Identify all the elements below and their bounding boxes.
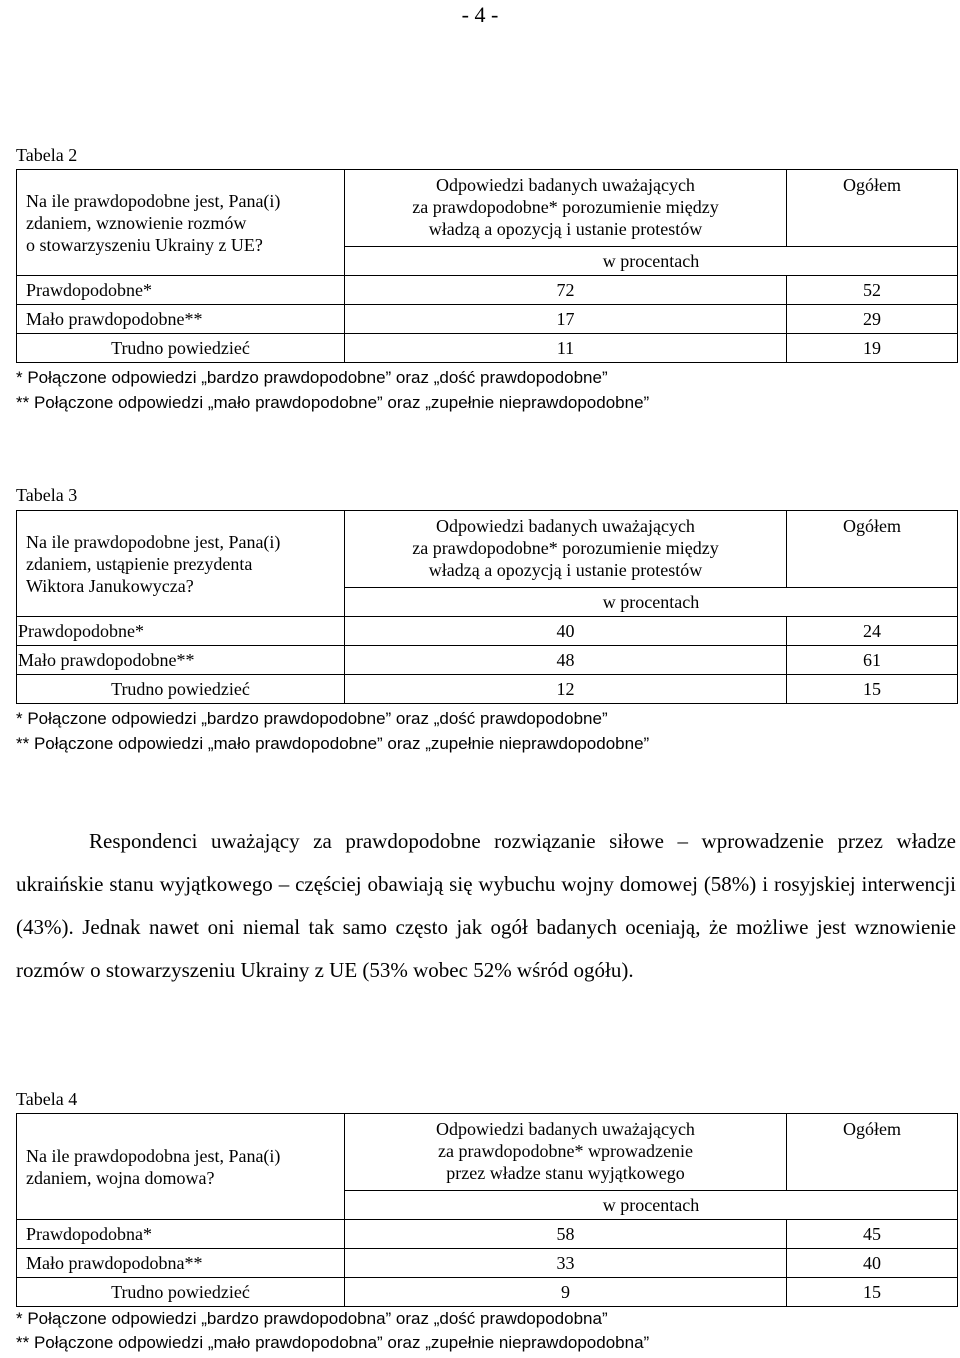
question-line: Wiktora Janukowycza?	[26, 575, 194, 596]
question-line: Na ile prawdopodobna jest, Pana(i)	[26, 1145, 281, 1166]
total-value: 15	[787, 675, 958, 704]
table-2-section	[16, 169, 957, 415]
table-row	[17, 276, 958, 305]
group-value: 11	[345, 334, 787, 363]
group-value: 9	[345, 1278, 787, 1307]
footnote: * Połączone odpowiedzi „bardzo prawdopodobne” oraz „dość prawdopodobne”	[16, 709, 608, 728]
table-4	[16, 1113, 958, 1307]
group-header-cell	[345, 511, 787, 588]
question-line: zdaniem, ustąpienie prezydenta	[26, 553, 253, 574]
group-value: 72	[345, 276, 787, 305]
question-line: o stowarzyszeniu Ukrainy z UE?	[26, 234, 263, 255]
table-row	[17, 1220, 958, 1249]
table-row	[17, 1278, 958, 1307]
group-header-line: przez władze stanu wyjątkowego	[446, 1163, 685, 1183]
unit-cell: w procentach	[345, 247, 958, 276]
question-line: zdaniem, wznowienie rozmów	[26, 212, 247, 233]
group-value: 40	[345, 617, 787, 646]
question-cell	[17, 170, 345, 276]
group-value: 17	[345, 305, 787, 334]
row-label: Trudno powiedzieć	[17, 1278, 345, 1307]
row-label: Trudno powiedzieć	[17, 675, 345, 704]
footnote: ** Połączone odpowiedzi „mało prawdopodobne” oraz „zupełnie nieprawdopodobne”	[16, 393, 650, 412]
group-header-line: Odpowiedzi badanych uważających	[436, 516, 695, 536]
row-label: Mało prawdopodobne**	[17, 305, 345, 334]
table-row	[17, 617, 958, 646]
row-label: Mało prawdopodobna**	[17, 1249, 345, 1278]
body-paragraph: Respondenci uważający za prawdopodobne rozwiązanie siłowe – wprowadzenie przez władze ukraińskie stanu wyjątkowego – częściej obawiają się wybuchu wojny domowej (58%) i rosyjskiej interwencji (43%). Jednak nawet oni niemal tak samo często jak ogół badanych oceniają, że możliwe jest wznowienie rozmów o stowarzyszeniu Ukrainy z UE (53% wobec 52% wśród ogółu).	[16, 829, 956, 982]
total-header-cell: Ogółem	[787, 170, 958, 247]
table-row	[17, 334, 958, 363]
table-row	[17, 1249, 958, 1278]
table-row	[17, 675, 958, 704]
group-header-cell	[345, 1114, 787, 1191]
table-notes	[16, 365, 957, 415]
group-value: 58	[345, 1220, 787, 1249]
page-number: - 4 -	[461, 2, 499, 27]
total-value: 19	[787, 334, 958, 363]
row-label: Trudno powiedzieć	[17, 334, 345, 363]
group-header-line: za prawdopodobne* porozumienie między	[412, 197, 719, 217]
group-header-cell	[345, 170, 787, 247]
total-header-cell: Ogółem	[787, 511, 958, 588]
total-value: 52	[787, 276, 958, 305]
footnote: * Połączone odpowiedzi „bardzo prawdopodobna” oraz „dość prawdopodobna”	[16, 1309, 608, 1328]
group-header-line: Odpowiedzi badanych uważających	[436, 175, 695, 195]
row-label: Prawdopodobne*	[17, 617, 345, 646]
group-header-line: Odpowiedzi badanych uważających	[436, 1119, 695, 1139]
total-value: 15	[787, 1278, 958, 1307]
total-value: 61	[787, 646, 958, 675]
group-value: 33	[345, 1249, 787, 1278]
row-label: Prawdopodobne*	[17, 276, 345, 305]
question-line: zdaniem, wojna domowa?	[26, 1167, 215, 1188]
row-label: Mało prawdopodobne**	[17, 646, 345, 675]
table-notes	[16, 1307, 957, 1355]
table-3-label: Tabela 3	[16, 485, 78, 505]
unit-cell: w procentach	[345, 1191, 958, 1220]
row-label: Prawdopodobna*	[17, 1220, 345, 1249]
table-notes	[16, 706, 957, 756]
group-value: 48	[345, 646, 787, 675]
group-header-line: władzą a opozycją i ustanie protestów	[428, 219, 703, 239]
group-header-line: za prawdopodobne* wprowadzenie	[438, 1141, 693, 1161]
group-header-line: władzą a opozycją i ustanie protestów	[428, 560, 703, 580]
total-value: 29	[787, 305, 958, 334]
group-header-line: za prawdopodobne* porozumienie między	[412, 538, 719, 558]
table-2-label: Tabela 2	[16, 145, 78, 165]
question-line: Na ile prawdopodobne jest, Pana(i)	[26, 531, 281, 552]
table-4-section	[16, 1113, 957, 1355]
question-cell	[17, 511, 345, 617]
table-3	[16, 510, 958, 704]
table-2	[16, 169, 958, 363]
table-row	[17, 305, 958, 334]
footnote: ** Połączone odpowiedzi „mało prawdopodobne” oraz „zupełnie nieprawdopodobne”	[16, 734, 650, 753]
table-4-label: Tabela 4	[16, 1089, 78, 1109]
total-header-cell: Ogółem	[787, 1114, 958, 1191]
total-value: 40	[787, 1249, 958, 1278]
table-3-section	[16, 510, 957, 756]
footnote: * Połączone odpowiedzi „bardzo prawdopodobne” oraz „dość prawdopodobne”	[16, 368, 608, 387]
table-row	[17, 646, 958, 675]
total-value: 45	[787, 1220, 958, 1249]
total-value: 24	[787, 617, 958, 646]
group-value: 12	[345, 675, 787, 704]
footnote: ** Połączone odpowiedzi „mało prawdopodobna” oraz „zupełnie nieprawdopodobna”	[16, 1333, 650, 1352]
question-cell	[17, 1114, 345, 1220]
question-line: Na ile prawdopodobne jest, Pana(i)	[26, 190, 281, 211]
unit-cell: w procentach	[345, 588, 958, 617]
